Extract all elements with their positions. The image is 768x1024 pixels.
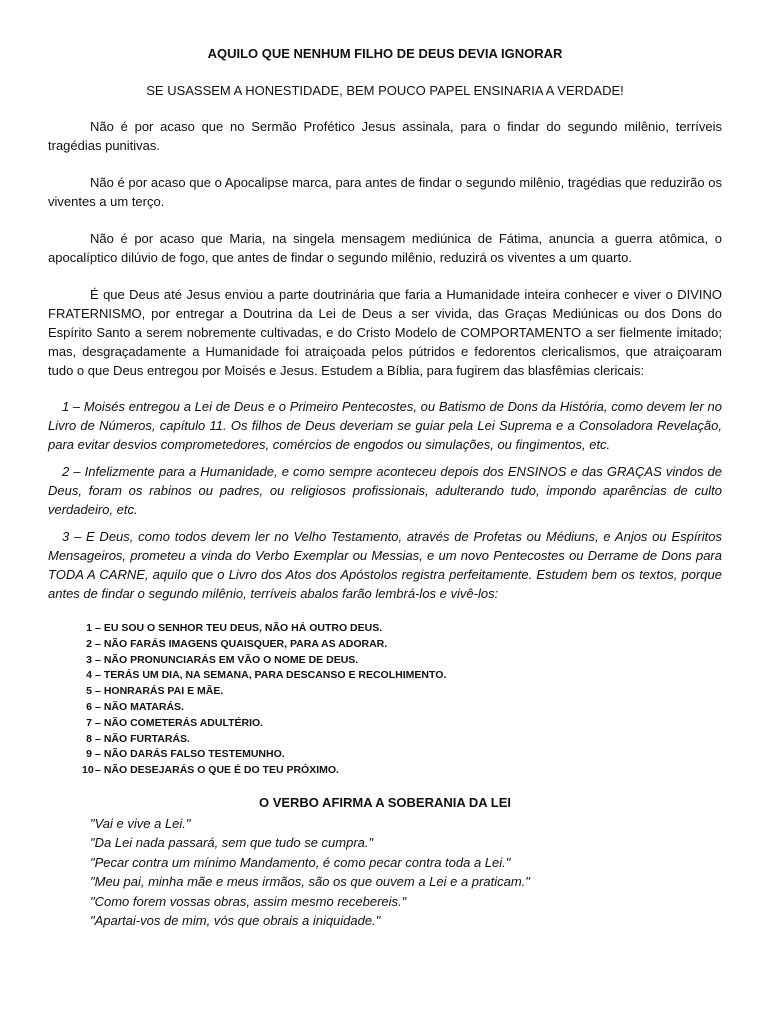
commandment-number: 10 xyxy=(82,764,94,777)
commandments-list xyxy=(48,621,722,779)
commandment-number: 1 xyxy=(86,622,92,634)
commandment-text: NÃO FURTARÁS. xyxy=(103,732,190,745)
commandment-number: 6 xyxy=(86,700,92,713)
document-page xyxy=(48,44,722,930)
quote-item: "Meu pai, minha mãe e meus irmãos, são os que ouvem a Lei e a praticam." xyxy=(90,874,530,890)
section-heading: O VERBO AFIRMA A SOBERANIA DA LEI xyxy=(258,794,512,810)
document-title: AQUILO QUE NENHUM FILHO DE DEUS DEVIA IGNORAR xyxy=(207,46,563,61)
commandment-text: NÃO PRONUNCIARÁS EM VÃO O NOME DE DEUS. xyxy=(103,653,359,666)
commandment-separator: – xyxy=(95,637,101,650)
commandment-item xyxy=(82,653,722,669)
commandment-separator: – xyxy=(95,685,101,698)
commandment-text: NÃO COMETERÁS ADULTÉRIO. xyxy=(103,716,264,729)
quote-item: "Como forem vossas obras, assim mesmo recebereis." xyxy=(90,893,407,909)
commandment-separator: – xyxy=(95,653,101,666)
commandment-number: 4 xyxy=(86,669,92,682)
commandment-separator: – xyxy=(95,716,101,729)
commandment-item xyxy=(82,684,722,700)
commandment-text: TERÁS UM DIA, NA SEMANA, PARA DESCANSO E RECOLHIMENTO. xyxy=(103,669,447,682)
document-subtitle: SE USASSEM A HONESTIDADE, BEM POUCO PAPEL ENSINARIA A VERDADE! xyxy=(146,83,624,98)
paragraph: É que Deus até Jesus enviou a parte doutrinária que faria a Humanidade inteira conhecer e viver o DIVINO FRATERNISMO, por entregar a Doutrina da Lei de Deus a ser vivida, das Graças Mediúnicas ou dos Dons do Espírito Santo a serem nobremente cultivadas, e do Cristo Modelo de COMPORTAMENTO a ser fielmente imitado; mas, desgraçadamente a Humanidade foi atraiçoada pelos pútridos e fedorentos clericalismos, que atraiçoaram tudo o que Deus entregou por Moisés e Jesus. Estudem a Bíblia, para fugirem das blasfêmias clericais: xyxy=(48,287,722,378)
commandment-number: 3 xyxy=(86,653,92,666)
commandment-separator: – xyxy=(95,764,101,777)
commandment-item xyxy=(82,621,722,637)
commandment-item xyxy=(82,637,722,653)
commandment-text: NÃO DESEJARÁS O QUE É DO TEU PRÓXIMO. xyxy=(103,764,339,777)
commandment-item xyxy=(82,668,722,684)
commandment-number: 5 xyxy=(86,685,92,698)
commandment-separator: – xyxy=(95,700,101,713)
quote-item: "Pecar contra um mínimo Mandamento, é como pecar contra toda a Lei." xyxy=(90,854,511,870)
italic-paragraph: 1 – Moisés entregou a Lei de Deus e o Primeiro Pentecostes, ou Batismo de Dons da História, como devem ler no Livro de Números, capítulo 11. Os filhos de Deus deveriam se guiar pela Lei Suprema e a Consoladora Revelação, para evitar desvios comprometedores, comércios de engodos ou simulações, ou fingimentos, etc. xyxy=(48,399,722,452)
paragraph: Não é por acaso que Maria, na singela mensagem mediúnica de Fátima, anuncia a guerra atômica, o apocalíptico dilúvio de fogo, que antes de findar o segundo milênio, reduzirá os viventes a um quarto. xyxy=(48,231,722,265)
commandment-separator: – xyxy=(95,622,101,634)
commandment-text: HONRARÁS PAI E MÃE. xyxy=(103,685,224,698)
commandment-text: NÃO FARÁS IMAGENS QUAISQUER, PARA AS ADORAR. xyxy=(103,637,388,650)
quote-item: "Apartai-vos de mim, vós que obrais a iniquidade." xyxy=(90,913,381,928)
commandment-text: NÃO MATARÁS. xyxy=(103,700,184,713)
quotes-list xyxy=(48,814,722,930)
commandment-number: 8 xyxy=(86,732,92,745)
italic-paragraph: 2 – Infelizmente para a Humanidade, e como sempre aconteceu depois dos ENSINOS e das GRAÇAS vindos de Deus, foram os rabinos ou padres, ou religiosos profissionais, adulterando tudo, impondo aparências de culto verdadeiro, etc. xyxy=(48,464,722,517)
commandment-separator: – xyxy=(95,669,101,682)
paragraph: Não é por acaso que o Apocalipse marca, para antes de findar o segundo milênio, tragédias que reduzirão os viventes a um terço. xyxy=(48,175,722,209)
commandment-item xyxy=(82,700,722,716)
commandment-item xyxy=(82,763,722,779)
commandment-item xyxy=(82,716,722,732)
commandment-item xyxy=(82,732,722,748)
commandment-separator: – xyxy=(95,732,101,745)
commandment-text: EU SOU O SENHOR TEU DEUS, NÃO HÁ OUTRO DEUS. xyxy=(103,622,383,634)
quote-item: "Da Lei nada passará, sem que tudo se cumpra." xyxy=(90,835,374,851)
italic-paragraph: 3 – E Deus, como todos devem ler no Velho Testamento, através de Profetas ou Médiuns, e Anjos ou Espíritos Mensageiros, prometeu a vinda do Verbo Exemplar ou Messias, e um novo Pentecostes ou Derrame de Dons para TODA A CARNE, aquilo que o Livro dos Atos dos Apóstolos registra perfeitamente. Estudem bem os textos, porque antes de findar o segundo milênio, terríveis abalos farão lembrá-los e vivê-los: xyxy=(48,529,722,601)
commandment-separator: – xyxy=(95,748,101,761)
commandment-text: NÃO DARÁS FALSO TESTEMUNHO. xyxy=(103,748,285,761)
quote-item: "Vai e vive a Lei." xyxy=(90,815,191,831)
paragraph: Não é por acaso que no Sermão Profético Jesus assinala, para o findar do segundo milênio, terríveis tragédias punitivas. xyxy=(48,119,722,153)
commandment-number: 9 xyxy=(86,748,92,761)
commandment-number: 2 xyxy=(86,637,92,650)
commandment-item xyxy=(82,747,722,763)
commandment-number: 7 xyxy=(86,716,92,729)
